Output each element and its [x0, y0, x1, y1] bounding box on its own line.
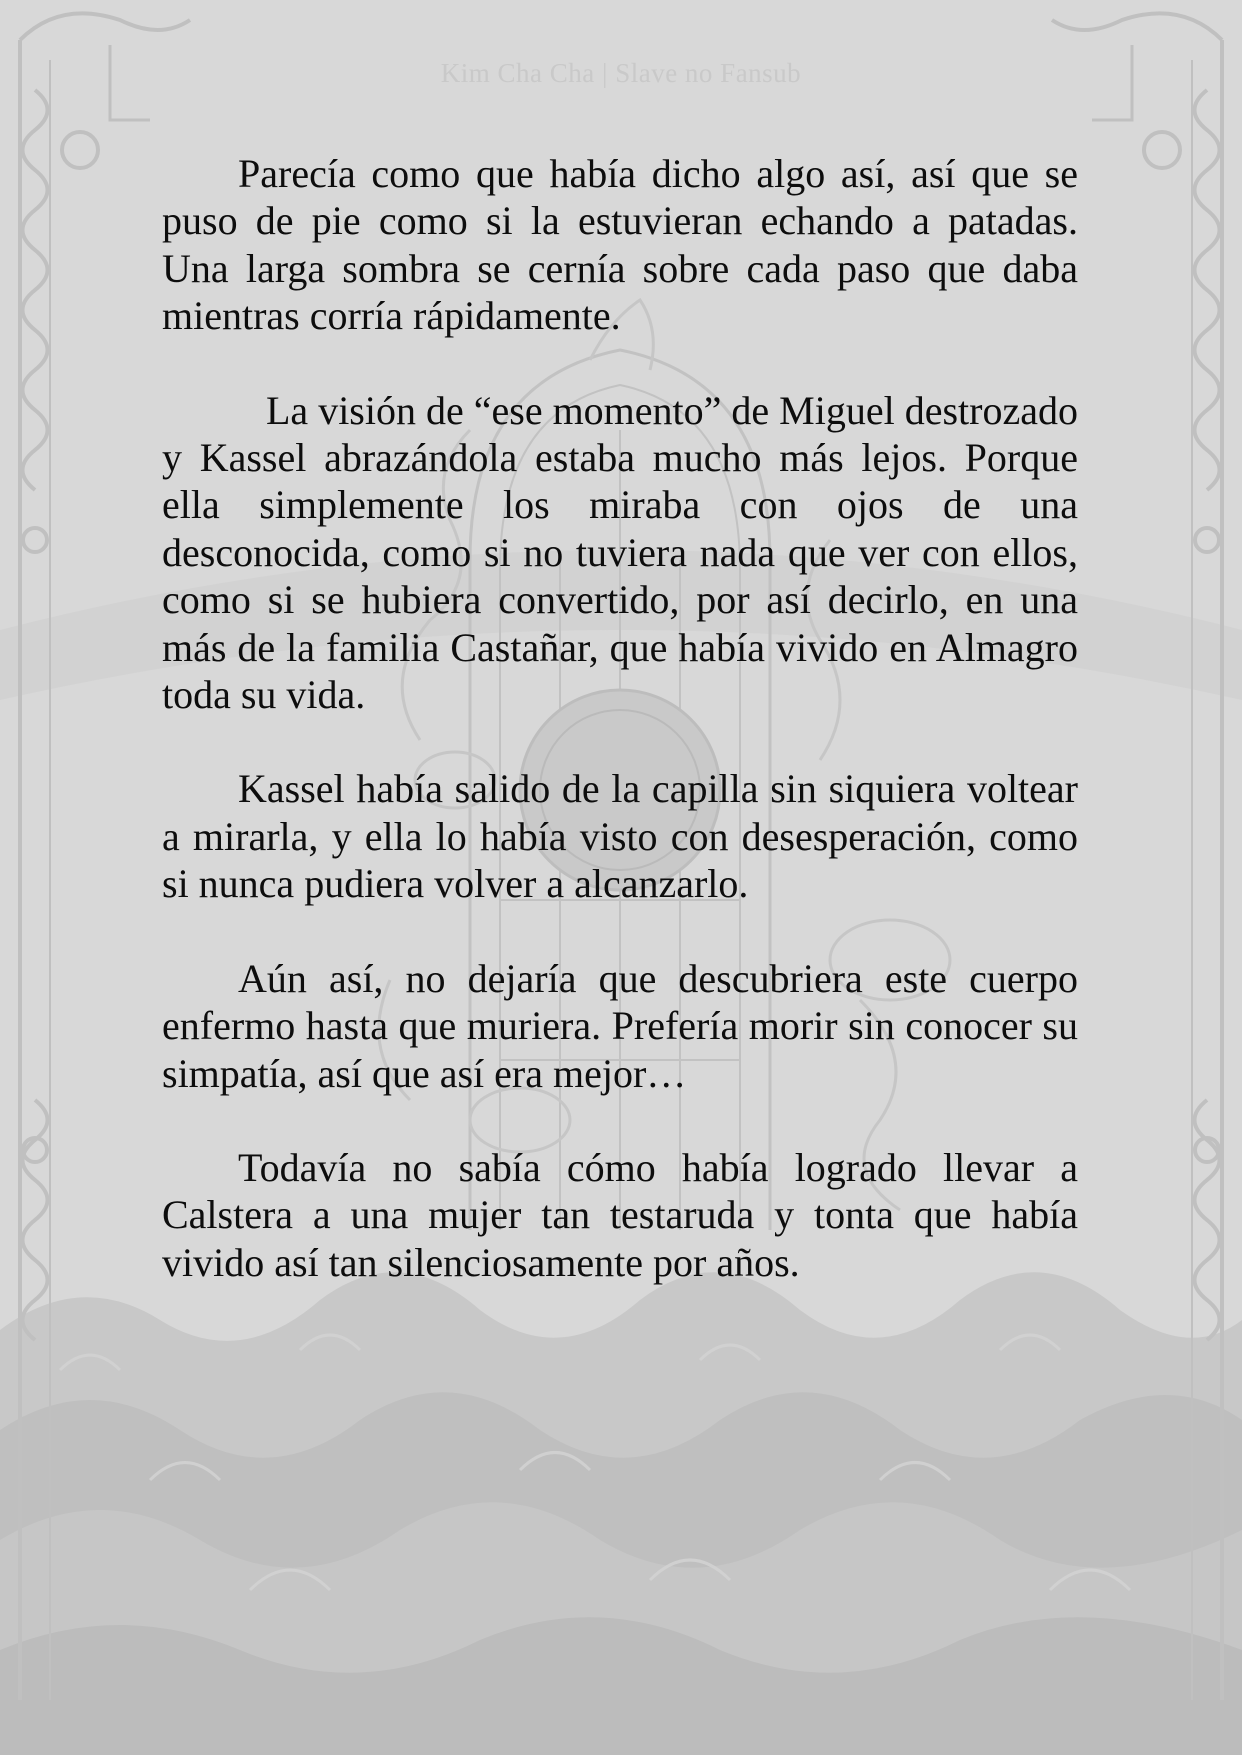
paragraph: Todavía no sabía cómo había logrado llevar a Calstera a una mujer tan testaruda y tonta que había vivido así tan silenciosamente por años. [162, 1144, 1078, 1285]
body-text [162, 150, 1078, 1333]
paragraph: Kassel había salido de la capilla sin siquiera voltear a mirarla, y ella lo había visto con desesperación, como si nunca pudiera volver a alcanzarlo. [162, 766, 1078, 907]
paragraph: La visión de “ese momento” de Miguel destrozado y Kassel abrazándola estaba mucho más lejos. Porque ella simplemente los miraba con ojos de una desconocida, como si no tuviera nada que ver con ellos, como si se hubiera convertido, por así decirlo, en una más de la familia Castañar, que había vivido en Almagro toda su vida. [162, 387, 1078, 718]
paragraph: Aún así, no dejaría que descubriera este cuerpo enfermo hasta que muriera. Prefería morir sin conocer su simpatía, así que así era mejor… [162, 955, 1078, 1096]
ocean-waves-illustration [0, 1272, 1242, 1755]
paragraph: Parecía como que había dicho algo así, así que se puso de pie como si la estuvieran echando a patadas. Una larga sombra se cernía sobre cada paso que daba mientras corría rápidamente. [162, 151, 1078, 339]
page-header-credits: Kim Cha Cha | Slave no Fansub [440, 58, 802, 88]
